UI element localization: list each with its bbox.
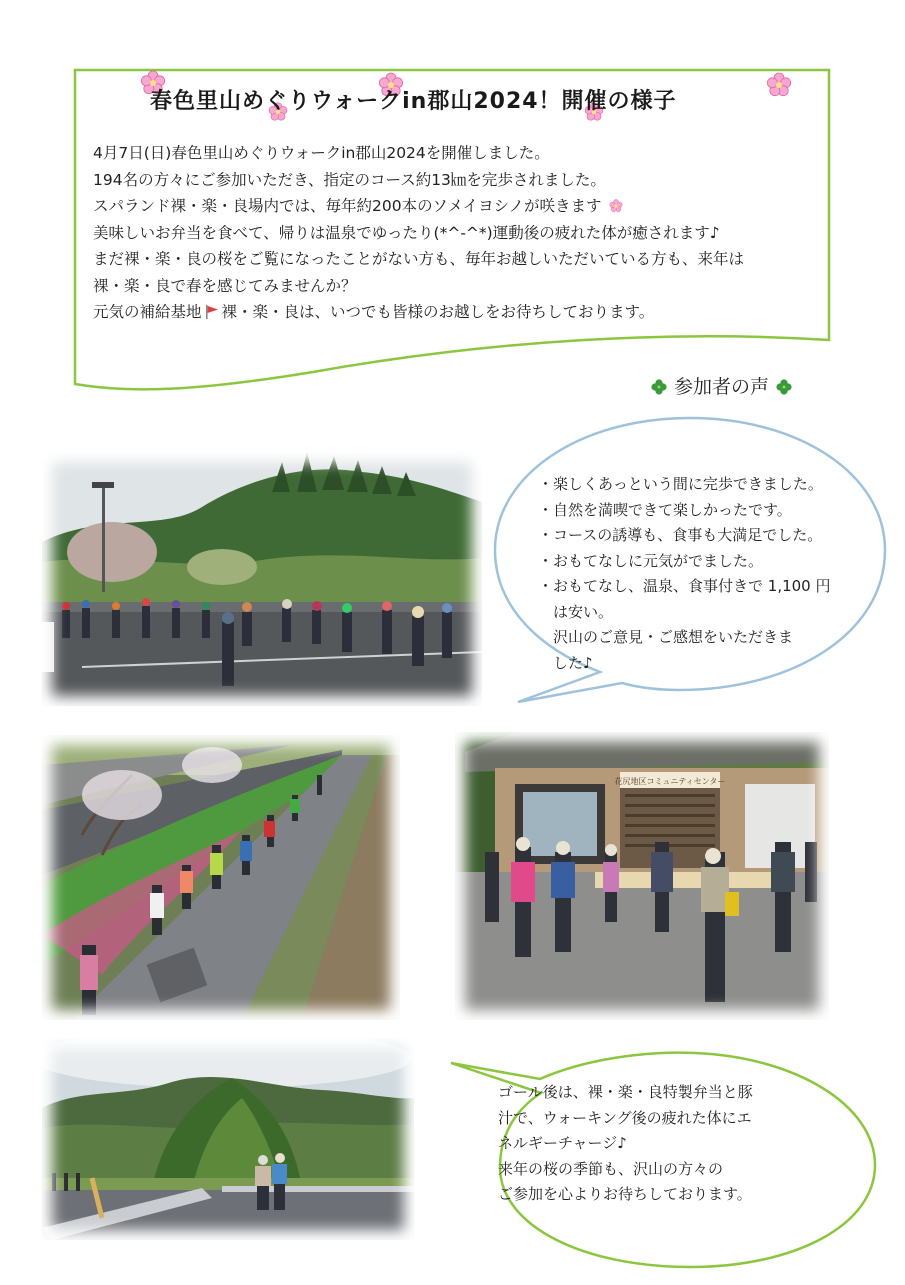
voices-heading-text: 参加者の声 [674,376,770,398]
photo-community-center [455,732,829,1020]
voices-heading [650,372,793,399]
flag-icon [205,305,219,319]
photo-edge-fade [42,735,400,1020]
intro-line [93,193,823,220]
photo-countryside-road [42,1038,414,1240]
voice-line: ・楽しくあっという間に完歩できました。 [538,475,823,493]
intro-line: 美味しいお弁当を食べて、帰りは温泉でゆったり(*^-^*)運動後の疲れた体が癒されます♪ [93,223,720,242]
voice-line: ・おもてなし、温泉、食事付きで 1,100 円 [538,577,831,595]
intro-line: 裸・楽・良で春を感じてみませんか？ [93,276,357,295]
closing-text [498,1080,818,1208]
photo-edge-fade [455,732,829,1020]
intro-line-text: スパランド裸・楽・良場内では、毎年約200本のソメイヨシノが咲きます [93,197,602,215]
sakura-icon [609,199,623,213]
voices-text [538,472,868,676]
page-title: 春色里山めぐりウォークin郡山2024！開催の様子 [150,89,677,114]
clover-icon [775,378,793,396]
voice-line: ・おもてなしに元気がでました。 [538,551,764,570]
intro-line [93,299,823,326]
clover-icon [650,378,668,396]
photo-warmup [42,452,482,706]
intro-text [93,140,823,326]
closing-line: 来年の桜の季節も、沢山の方々の [498,1159,724,1178]
voice-line: した♪ [538,653,593,672]
intro-line: 4月7日(日)春色里山めぐりウォークin郡山2024を開催しました。 [93,144,550,162]
community-sign-text: 花尻地区コミュニティセンター [614,777,726,786]
intro-line-text: 元気の補給基地 [93,303,202,321]
intro-line: 194名の方々にご参加いただき、指定のコース約13㎞を完歩されました。 [93,170,606,189]
voice-line: ・コースの誘導も、食事も大満足でした。 [538,526,823,544]
voice-line: 沢山のご意見・ご感想をいただきま [538,628,794,646]
closing-line: ご参加を心よりお待ちしております。 [498,1185,752,1203]
voice-line: ・自然を満喫できて楽しかったです。 [538,500,792,519]
intro-line: まだ裸・楽・良の桜をご覧になったことがない方も、毎年お越しいただいている方も、来年は [93,250,745,268]
photo-edge-fade [42,1038,414,1240]
voice-line: は安い。 [538,602,614,621]
photo-walking-path [42,735,400,1020]
closing-line: ゴール後は、裸・楽・良特製弁当と豚 [498,1083,753,1101]
intro-line-text: 裸・楽・良は、いつでも皆様のお越しをお待ちしております。 [221,303,655,321]
closing-line: 汁で、ウォーキング後の疲れた体にエ [498,1108,752,1127]
closing-line: ネルギーチャージ♪ [498,1134,627,1152]
photo-edge-fade [42,452,482,706]
